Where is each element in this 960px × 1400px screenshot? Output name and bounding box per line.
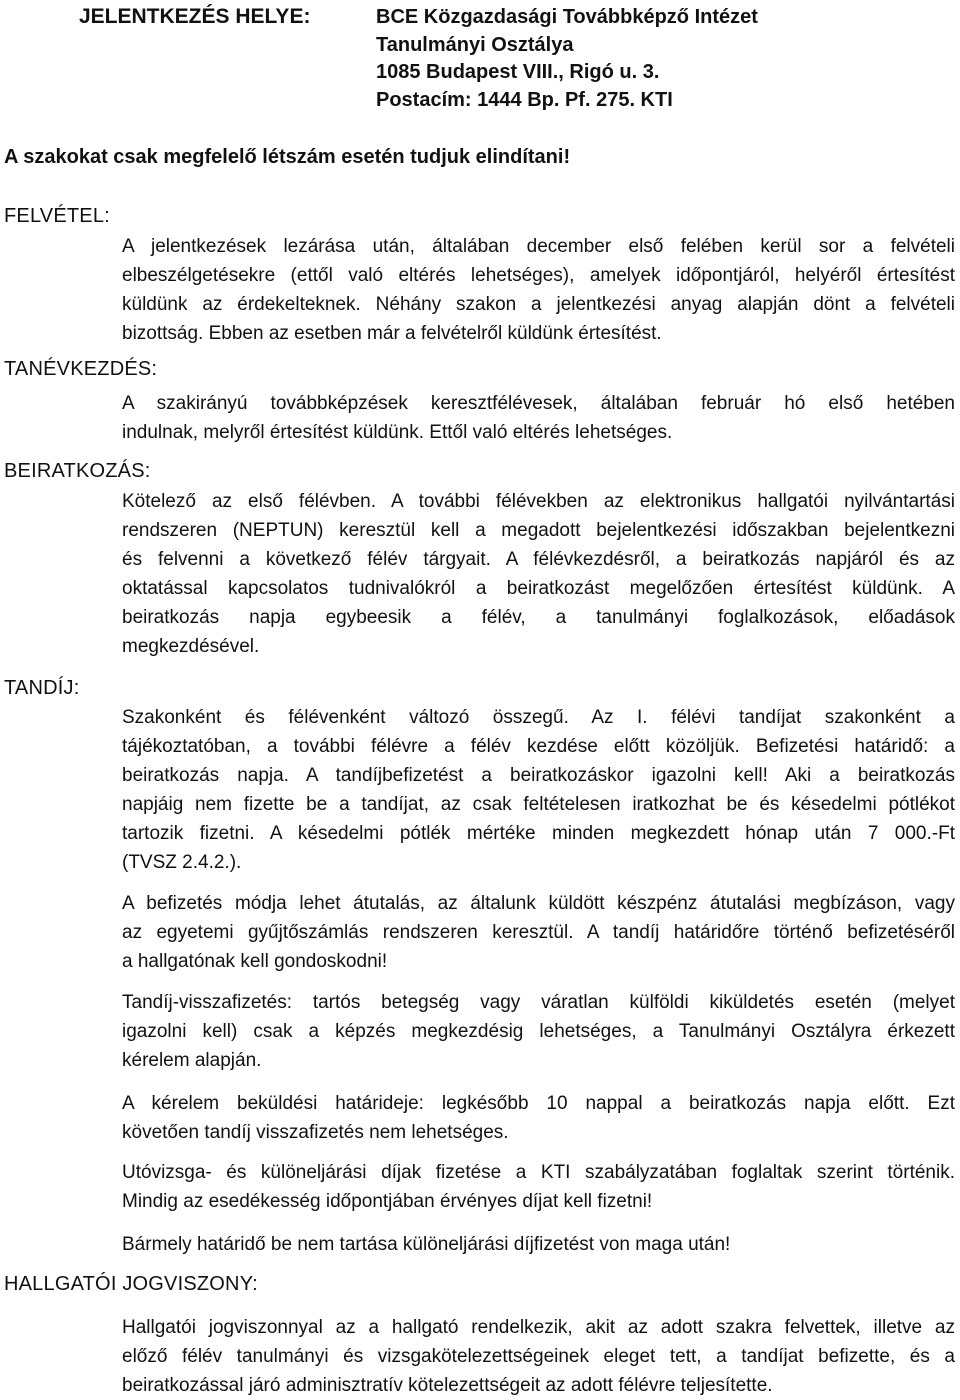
- tandij-paragraph: [122, 1230, 955, 1259]
- address-block: [376, 4, 758, 114]
- location-label: JELENTKEZÉS HELYE:: [79, 5, 311, 28]
- section-body-jogviszony: [122, 1313, 955, 1400]
- text-line: A kérelem beküldési határideje: legkésőbb 10 nappal a beiratkozás napja előtt. Ezt: [122, 1093, 955, 1114]
- section-heading-felvetel: FELVÉTEL:: [4, 205, 110, 227]
- text-line: A szakirányú továbbképzések keresztfélévesek, általában február hó első hetében: [122, 393, 955, 414]
- text-line: oktatással kapcsolatos tudnivalókról a beiratkozást megelőzően értesítést küldünk. A: [122, 578, 955, 599]
- address-line: BCE Közgazdasági Továbbképző Intézet: [376, 6, 758, 28]
- text-line: tartozik fizetni. A késedelmi pótlék mértéke minden megkezdett hónap után 7 000.-Ft: [122, 823, 955, 844]
- section-heading-jogviszony: HALLGATÓI JOGVISZONY:: [4, 1273, 258, 1295]
- text-line: beiratkozás napja egybeesik a félév, a tanulmányi foglalkozások, előadások: [122, 607, 955, 628]
- section-heading-tanevkezdes: TANÉVKEZDÉS:: [4, 358, 158, 380]
- text-line: A jelentkezések lezárása után, általában december első felében kerül sor a felvételi: [122, 236, 955, 257]
- notice-text: A szakokat csak megfelelő létszám esetén tudjuk elindítani!: [4, 146, 571, 168]
- tandij-paragraph: [122, 889, 955, 976]
- text-line: Bármely határidő be nem tartása különeljárási díjfizetést von maga után!: [122, 1234, 731, 1255]
- text-line: beiratkozással járó adminisztratív kötelezettségeit az adott félévre teljesítette.: [122, 1375, 773, 1396]
- text-line: kérelem alapján.: [122, 1050, 262, 1071]
- address-line: Tanulmányi Osztálya: [376, 33, 574, 56]
- text-line: napjáig nem fizette be a tandíjat, az csak feltételesen iratkozhat be és késedelmi pótlékot: [122, 794, 955, 815]
- text-line: Kötelező az első félévben. A további félévekben az elektronikus hallgatói nyilvántartási: [122, 491, 955, 512]
- text-line: Hallgatói jogviszonnyal az a hallgató rendelkezik, akit az adott szakra felvettek, illetve az: [122, 1317, 955, 1338]
- text-line: Mindig az esedékesség időpontjában érvényes díjat kell fizetni!: [122, 1191, 653, 1212]
- text-line: elbeszélgetésekre (ettől való eltérés lehetséges), amelyek időpontjáról, helyéről értesítést: [122, 265, 955, 286]
- text-line: tájékoztatóban, a további félévre a félév kezdése előtt közöljük. Befizetési határidő: a: [122, 736, 955, 757]
- text-line: rendszeren (NEPTUN) keresztül kell a megadott bejelentkezési időszakban bejelentkezni: [122, 520, 955, 541]
- text-line: Tandíj-visszafizetés: tartós betegség vagy váratlan külföldi kiküldetés esetén (melyet: [122, 992, 955, 1013]
- section-heading-beiratkozas: BEIRATKOZÁS:: [4, 460, 151, 482]
- tandij-paragraph: [122, 1158, 955, 1216]
- text-line: előző félév tanulmányi és vizsgakötelezettségeinek eleget tett, a tandíjat befizette, és a: [122, 1346, 955, 1367]
- text-line: és felvenni a következő félév tárgyait. A félévkezdésről, a beiratkozás napjáról és az: [122, 549, 955, 570]
- text-line: igazolni kell) csak a képzés megkezdésig lehetséges, a Tanulmányi Osztályra érkezett: [122, 1021, 955, 1042]
- text-line: megkezdésével.: [122, 636, 260, 657]
- tandij-paragraph: [122, 1089, 955, 1147]
- section-body-felvetel: [122, 232, 955, 348]
- tandij-paragraph: [122, 703, 955, 877]
- address-line: 1085 Budapest VIII., Rigó u. 3.: [376, 61, 660, 83]
- text-line: Szakonként és félévenként változó összegű. Az I. félévi tandíjat szakonként a: [122, 707, 955, 728]
- text-line: küldünk az érdekelteknek. Néhány szakon a jelentkezési anyag alapján dönt a felvételi: [122, 294, 955, 315]
- section-body-beiratkozas: [122, 487, 955, 661]
- text-line: a hallgatónak kell gondoskodni!: [122, 951, 388, 972]
- text-line: beiratkozás napja. A tandíjbefizetést a beiratkozáskor igazolni kell! Aki a beiratkozás: [122, 765, 955, 786]
- text-line: (TVSZ 2.4.2.).: [122, 852, 242, 873]
- text-line: indulnak, melyről értesítést küldünk. Ettől való eltérés lehetséges.: [122, 422, 673, 443]
- text-line: bizottság. Ebben az esetben már a felvételről küldünk értesítést.: [122, 323, 662, 344]
- tandij-paragraph: [122, 988, 955, 1075]
- text-line: Utóvizsga- és különeljárási díjak fizetése a KTI szabályzatában foglaltak szerint történik.: [122, 1162, 955, 1183]
- text-line: az egyetemi gyűjtőszámlás rendszeren keresztül. A tandíj határidőre történő befizetéséről: [122, 922, 955, 943]
- text-line: A befizetés módja lehet átutalás, az általunk küldött készpénz átutalási megbízáson, vagy: [122, 893, 955, 914]
- section-heading-tandij: TANDÍJ:: [4, 677, 80, 699]
- section-body-tanevkezdes: [122, 389, 955, 447]
- text-line: követően tandíj visszafizetés nem lehetséges.: [122, 1122, 509, 1143]
- address-line: Postacím: 1444 Bp. Pf. 275. KTI: [376, 88, 673, 111]
